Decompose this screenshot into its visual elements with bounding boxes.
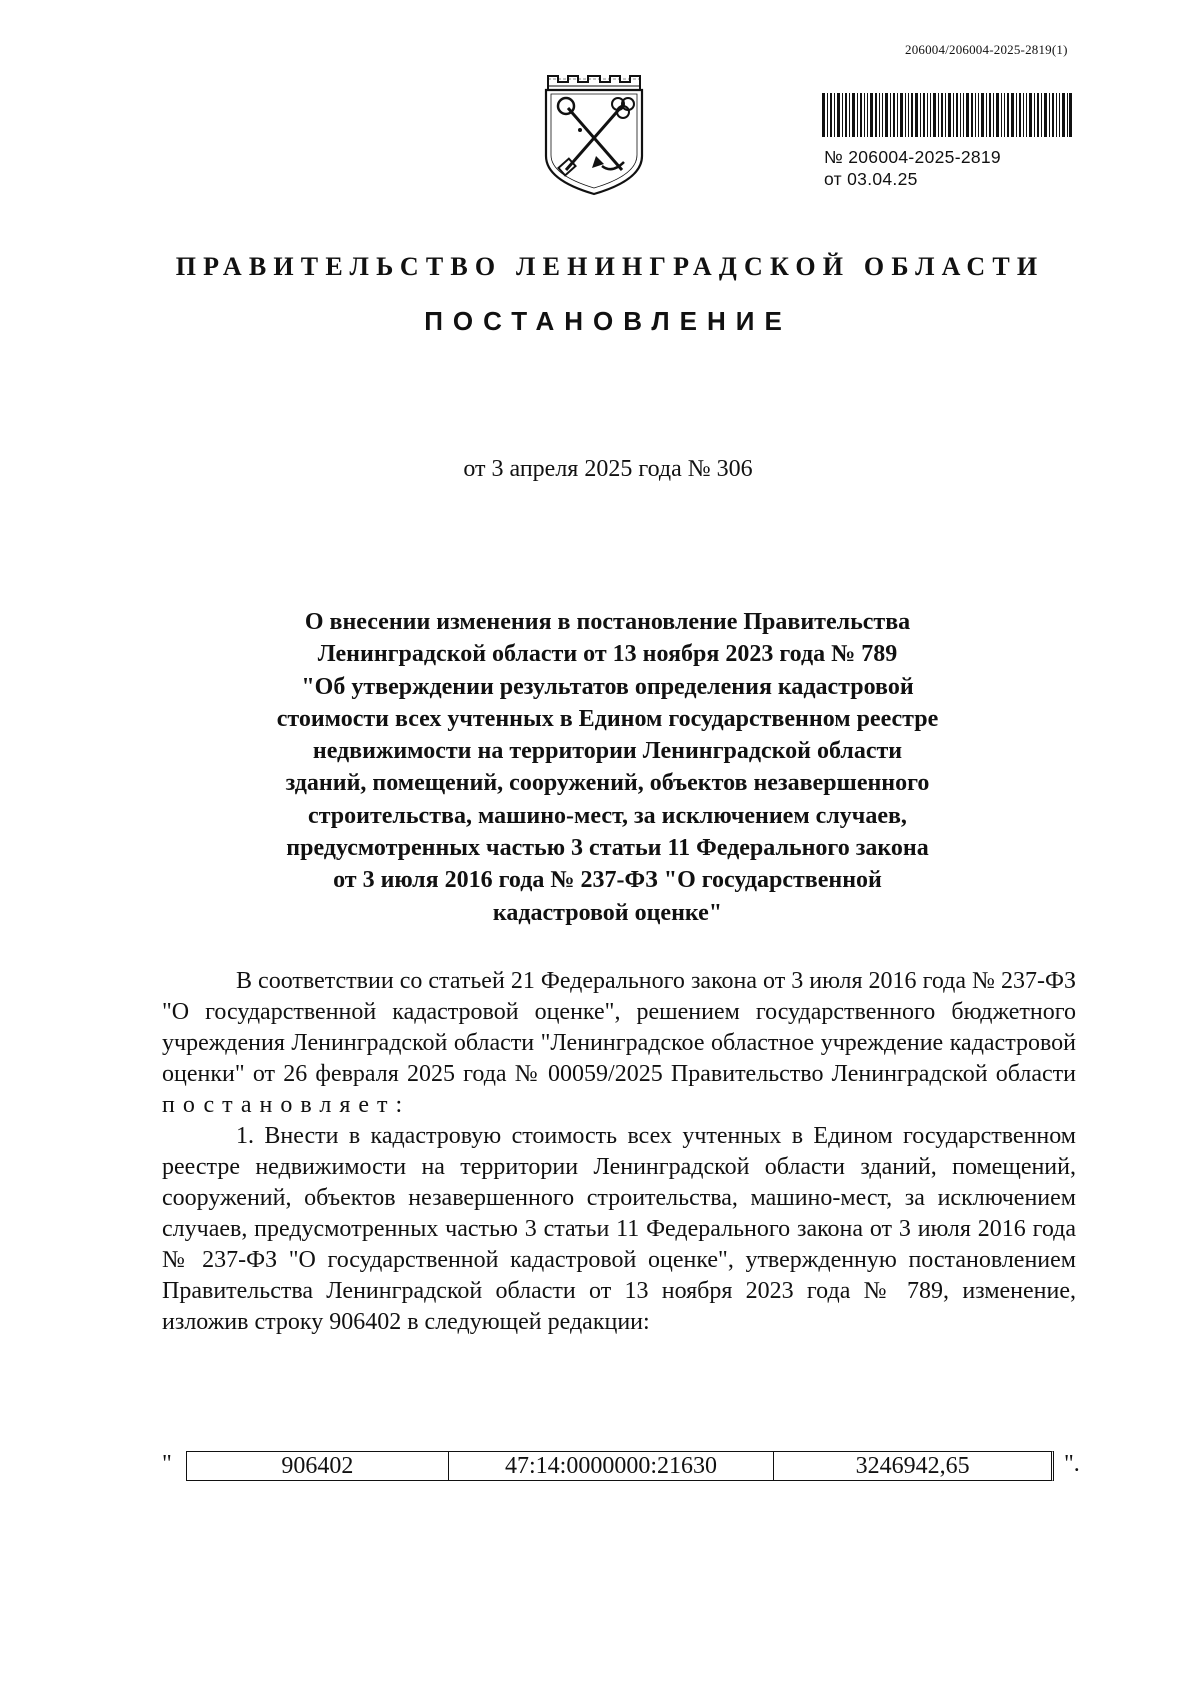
- barcode-icon: [822, 93, 1072, 137]
- amended-row: [162, 1451, 1092, 1483]
- authority-heading: ПРАВИТЕЛЬСТВО ЛЕНИНГРАДСКОЙ ОБЛАСТИ: [175, 252, 1045, 281]
- document-date: от 03.04.25: [824, 169, 918, 189]
- title-line: предусмотренных частью 3 статьи 11 Федерального закона: [286, 835, 929, 862]
- title-line: "Об утверждении результатов определения кадастровой: [301, 673, 914, 700]
- resolves-word: постановляет:: [162, 1092, 411, 1118]
- title-line: кадастровой оценке": [492, 899, 723, 926]
- clause-1: 1. Внести в кадастровую стоимость всех учтенных в Едином государственном реестре недвижимости на территории Ленинградской области зданий, помещений, сооружений, объектов незавершенного строительства, машино-мест, за исключением случаев, предусмотренных частью 3 статьи 11 Федерального закона от 3 июля 2016 года № 237-ФЗ "О государственной кадастровой оценке", утвержденную постановлением Правительства Ленинградской области от 13 ноября 2023 года № 789, изменение, изложив строку 906402 в следующей редакции:: [162, 1123, 1076, 1335]
- table-row: [186, 1451, 1054, 1481]
- close-quote: ".: [1064, 1451, 1080, 1477]
- title-line: Ленинградской области от 13 ноября 2023 года № 789: [317, 641, 898, 668]
- title-line: стоимости всех учтенных в Едином государственном реестре: [276, 705, 939, 732]
- title-line: недвижимости на территории Ленинградской области: [312, 738, 903, 765]
- date-line: от 3 апреля 2025 года № 306: [463, 456, 753, 482]
- preamble-text: В соответствии со статьей 21 Федерального закона от 3 июля 2016 года № 237-ФЗ "О государственной кадастровой оценке", решением государственного бюджетного учреждения Ленинградской области "Ленинградское областное учреждение кадастровой оценки" от 26 февраля 2025 года № 00059/2025 Правительство Ленинградской области: [162, 968, 1076, 1087]
- coat-of-arms-icon: [542, 70, 646, 196]
- registration-block: [824, 146, 1001, 190]
- cadastral-number-cell: 47:14:0000000:21630: [449, 1452, 775, 1480]
- open-quote: ": [162, 1451, 172, 1477]
- document-body: [162, 966, 1076, 1338]
- title-line: от 3 июля 2016 года № 237-ФЗ "О государственной: [333, 867, 882, 894]
- preamble-paragraph: [162, 966, 1076, 1121]
- cadastral-value-cell: 3246942,65: [855, 1452, 970, 1479]
- row-number-cell: 906402: [187, 1452, 449, 1480]
- document-number: № 206004-2025-2819: [824, 147, 1001, 167]
- title-line: зданий, помещений, сооружений, объектов незавершенного: [285, 770, 930, 797]
- document-type-heading: ПОСТАНОВЛЕНИЕ: [424, 306, 792, 336]
- document-title: [150, 606, 1065, 929]
- title-line: строительства, машино-мест, за исключением случаев,: [308, 802, 907, 829]
- registry-number: 206004/206004-2025-2819(1): [905, 42, 1068, 57]
- title-line: О внесении изменения в постановление Правительства: [304, 609, 911, 635]
